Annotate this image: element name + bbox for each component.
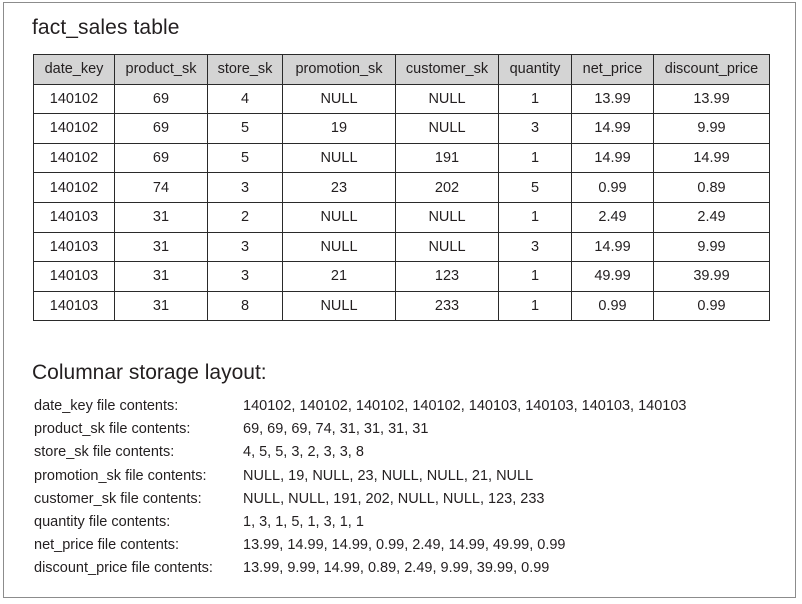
table-cell: 2 <box>208 202 283 232</box>
column-file-row <box>34 395 686 418</box>
table-cell: NULL <box>396 232 499 262</box>
file-values: NULL, NULL, 191, 202, NULL, NULL, 123, 233 <box>243 490 545 507</box>
table-cell: 74 <box>115 173 208 203</box>
file-label: net_price file contents: <box>34 537 180 554</box>
table-cell: 3 <box>499 114 572 144</box>
table-cell: 3 <box>208 173 283 203</box>
table-cell: 14.99 <box>654 143 770 173</box>
table-cell: 69 <box>115 143 208 173</box>
table-row <box>34 84 770 114</box>
file-label: discount_price file contents: <box>34 560 213 577</box>
file-values: 13.99, 14.99, 14.99, 0.99, 2.49, 14.99, 49.99, 0.99 <box>243 537 566 554</box>
table-cell: 0.99 <box>572 291 654 321</box>
fact-sales-table <box>33 54 770 321</box>
file-label: customer_sk file contents: <box>34 490 202 507</box>
table-cell: 0.99 <box>572 173 654 203</box>
table-cell: 1 <box>499 262 572 292</box>
table-cell: 4 <box>208 84 283 114</box>
table-cell: 1 <box>499 143 572 173</box>
table-row <box>34 143 770 173</box>
column-header-promotion-sk: promotion_sk <box>283 55 396 85</box>
table-cell: 123 <box>396 262 499 292</box>
table-cell: 202 <box>396 173 499 203</box>
table-cell: 13.99 <box>654 84 770 114</box>
column-header-quantity: quantity <box>499 55 572 85</box>
file-label: store_sk file contents: <box>34 444 175 461</box>
table-cell: NULL <box>283 232 396 262</box>
file-values: 140102, 140102, 140102, 140102, 140103, 140103, 140103, 140103 <box>243 398 687 414</box>
table-cell: 140102 <box>34 84 115 114</box>
table-cell: 3 <box>208 232 283 262</box>
table-row <box>34 232 770 262</box>
table-cell: 31 <box>115 262 208 292</box>
table-cell: 39.99 <box>654 262 770 292</box>
table-cell: 0.99 <box>654 291 770 321</box>
table-cell: 140103 <box>34 262 115 292</box>
table-cell: 9.99 <box>654 114 770 144</box>
file-values: 1, 3, 1, 5, 1, 3, 1, 1 <box>243 513 364 530</box>
table-row <box>34 114 770 144</box>
table-cell: 69 <box>115 114 208 144</box>
table-cell: 8 <box>208 291 283 321</box>
table-cell: 31 <box>115 291 208 321</box>
column-file-row <box>34 511 686 534</box>
table-cell: NULL <box>283 143 396 173</box>
table-cell: 19 <box>283 114 396 144</box>
column-file-row <box>34 534 686 557</box>
column-header-customer-sk: customer_sk <box>396 55 499 85</box>
table-cell: 31 <box>115 232 208 262</box>
column-header-discount-price: discount_price <box>654 55 770 85</box>
table-cell: 233 <box>396 291 499 321</box>
table-cell: 23 <box>283 173 396 203</box>
table-row <box>34 173 770 203</box>
column-file-row <box>34 441 686 464</box>
table-cell: 2.49 <box>572 202 654 232</box>
column-file-row <box>34 418 686 441</box>
columnar-layout-title: Columnar storage layout: <box>32 361 267 384</box>
table-cell: 5 <box>208 143 283 173</box>
column-header-date-key: date_key <box>34 55 115 85</box>
table-cell: 69 <box>115 84 208 114</box>
table-cell: 5 <box>499 173 572 203</box>
table-cell: NULL <box>283 202 396 232</box>
file-label: product_sk file contents: <box>34 421 191 438</box>
column-header-store-sk: store_sk <box>208 55 283 85</box>
table-cell: 2.49 <box>654 202 770 232</box>
table-cell: 3 <box>208 262 283 292</box>
table-cell: 9.99 <box>654 232 770 262</box>
table-cell: 140102 <box>34 173 115 203</box>
file-values: NULL, 19, NULL, 23, NULL, NULL, 21, NULL <box>243 467 534 484</box>
table-cell: 13.99 <box>572 84 654 114</box>
table-cell: 140103 <box>34 291 115 321</box>
table-cell: 140103 <box>34 232 115 262</box>
table-header-row <box>34 55 770 85</box>
file-values: 4, 5, 5, 3, 2, 3, 3, 8 <box>243 444 364 461</box>
column-file-row <box>34 488 686 511</box>
table-cell: 14.99 <box>572 143 654 173</box>
table-cell: 140103 <box>34 202 115 232</box>
file-values: 69, 69, 69, 74, 31, 31, 31, 31 <box>243 421 429 438</box>
file-label: promotion_sk file contents: <box>34 467 207 484</box>
table-row <box>34 202 770 232</box>
table-cell: 140102 <box>34 143 115 173</box>
table-cell: NULL <box>396 84 499 114</box>
column-header-product-sk: product_sk <box>115 55 208 85</box>
table-cell: 14.99 <box>572 232 654 262</box>
column-file-row <box>34 465 686 488</box>
file-label: quantity file contents: <box>34 513 171 530</box>
table-cell: 191 <box>396 143 499 173</box>
column-header-net-price: net_price <box>572 55 654 85</box>
table-row <box>34 262 770 292</box>
column-file-list <box>34 395 686 581</box>
file-label: date_key file contents: <box>34 398 179 414</box>
table-row <box>34 291 770 321</box>
table-cell: NULL <box>396 114 499 144</box>
table-cell: NULL <box>283 84 396 114</box>
table-cell: 3 <box>499 232 572 262</box>
table-cell: 49.99 <box>572 262 654 292</box>
table-cell: 21 <box>283 262 396 292</box>
table-cell: 1 <box>499 202 572 232</box>
table-title: fact_sales table <box>32 16 180 39</box>
table-cell: NULL <box>283 291 396 321</box>
table-cell: 140102 <box>34 114 115 144</box>
table-cell: 5 <box>208 114 283 144</box>
column-file-row <box>34 557 686 580</box>
table-cell: 31 <box>115 202 208 232</box>
table-cell: 0.89 <box>654 173 770 203</box>
table-cell: NULL <box>396 202 499 232</box>
table-cell: 1 <box>499 84 572 114</box>
table-cell: 14.99 <box>572 114 654 144</box>
file-values: 13.99, 9.99, 14.99, 0.89, 2.49, 9.99, 39.99, 0.99 <box>243 560 550 577</box>
table-cell: 1 <box>499 291 572 321</box>
